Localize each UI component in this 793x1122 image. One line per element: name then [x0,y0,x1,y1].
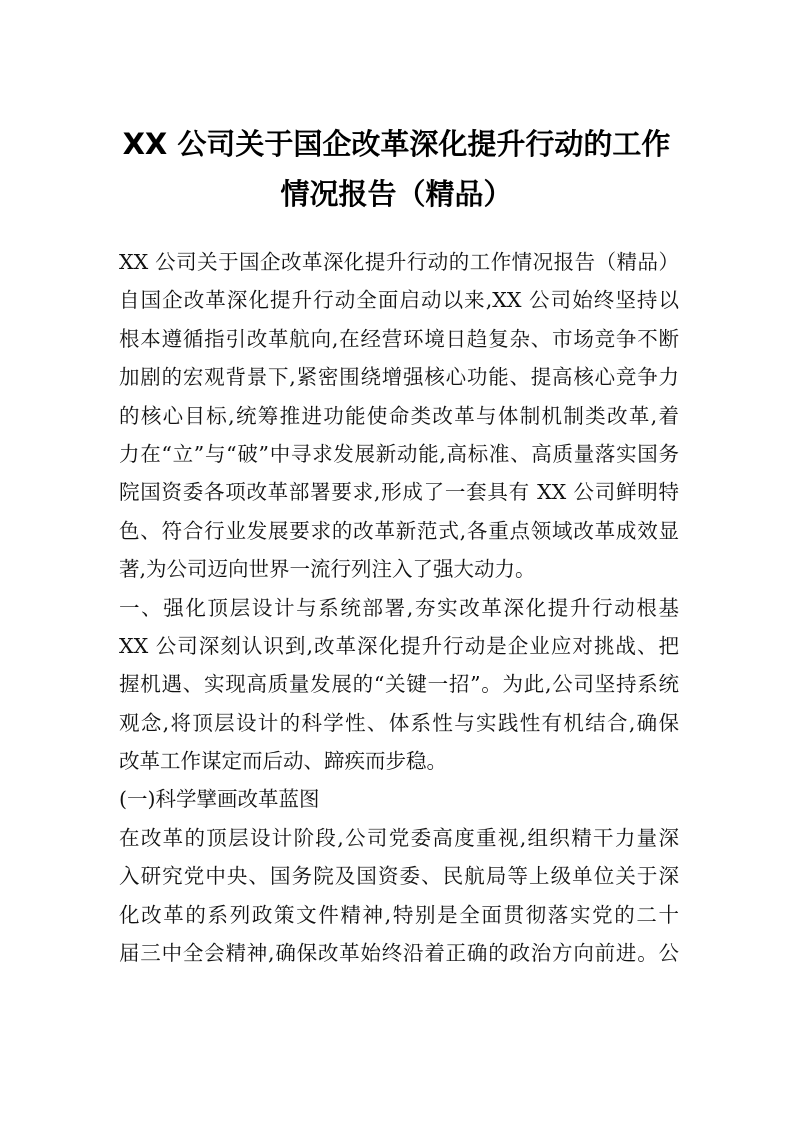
body-text-line: 入研究党中央、国务院及国资委、民航局等上级单位关于深 [119,864,679,889]
document-title-line-1: XX 公司关于国企改革深化提升行动的工作 [122,127,671,161]
body-text-line: 自国企改革深化提升行动全面启动以来,XX 公司始终坚持以 [119,288,679,313]
body-text-line: 改革工作谋定而后动、蹄疾而步稳。 [119,749,447,774]
body-text-line: 的核心目标,统筹推进功能使命类改革与体制机制类改革,着 [119,403,679,428]
document-body [119,243,679,972]
body-text-line: 观念,将顶层设计的科学性、体系性与实践性有机结合,确保 [119,710,679,735]
body-text-line: 著,为公司迈向世界一流行列注入了强大动力。 [119,557,536,582]
body-text-line: 在改革的顶层设计阶段,公司党委高度重视,组织精干力量深 [119,825,679,850]
body-text-line: 院国资委各项改革部署要求,形成了一套具有 XX 公司鲜明特 [119,480,679,505]
body-text-line: 一、强化顶层设计与系统部署,夯实改革深化提升行动根基 [119,595,679,620]
body-text-line: 色、符合行业发展要求的改革新范式,各重点领域改革成效显 [119,518,679,543]
body-text-line: (一)科学擘画改革蓝图 [119,787,320,812]
body-text-line: 加剧的宏观背景下,紧密围绕增强核心功能、提高核心竞争力 [119,365,679,390]
body-text-line: 届三中全会精神,确保改革始终沿着正确的政治方向前进。公 [119,941,679,966]
body-text-line: 握机遇、实现高质量发展的“关键一招”。为此,公司坚持系统 [119,672,679,697]
body-text-line: 根本遵循指引改革航向,在经营环境日趋复杂、市场竞争不断 [119,326,679,351]
body-text-line: XX 公司深刻认识到,改革深化提升行动是企业应对挑战、把 [119,633,679,658]
body-text-line: 化改革的系列政策文件精神,特别是全面贯彻落实党的二十 [119,902,679,927]
body-text-line: XX 公司关于国企改革深化提升行动的工作情况报告（精品） [119,250,679,274]
document-title-line-2: 情况报告（精品） [280,177,513,211]
body-text-line: 力在“立”与“破”中寻求发展新动能,高标准、高质量落实国务 [119,441,679,466]
